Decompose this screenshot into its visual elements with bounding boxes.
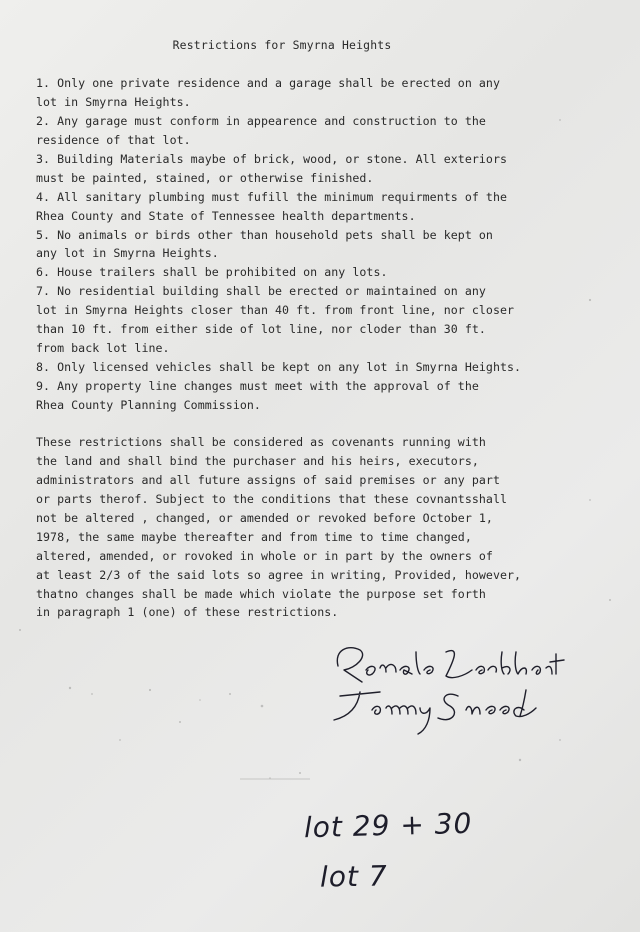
signatures: [320, 630, 580, 750]
covenant-paragraph: [36, 433, 596, 622]
covenant-line: at least 2/3 of the said lots so agree in writing, Provided, however,: [36, 567, 522, 582]
handwritten-note-lot-7: lot 7: [319, 859, 388, 894]
restriction-line: 7. No residential building shall be erected or maintained on any: [36, 284, 486, 299]
handwritten-note-lot-29-30: lot 29 + 30: [303, 806, 473, 845]
covenant-line: not be altered , changed, or amended or revoked before October 1,: [36, 510, 493, 525]
restriction-line: residence of that lot.: [36, 132, 191, 147]
restrictions-list: [36, 74, 596, 415]
document-title: Restrictions for Smyrna Heights: [172, 38, 392, 52]
restriction-line: than 10 ft. from either side of lot line, nor cloder than 30 ft.: [36, 322, 486, 337]
restriction-line: 4. All sanitary plumbing must fufill the minimum requirments of the: [36, 189, 508, 204]
restriction-line: 1. Only one private residence and a garage shall be erected on any: [36, 76, 500, 90]
covenant-line: administrators and all future assigns of said premises or any part: [36, 472, 500, 487]
signature-ronald-lockhart: [337, 648, 564, 682]
restriction-line: lot in Smyrna Heights closer than 40 ft. from front line, nor closer: [36, 303, 515, 318]
restriction-line: Rhea County Planning Commission.: [36, 397, 261, 412]
restriction-line: 6. House trailers shall be prohibited on any lots.: [36, 265, 388, 280]
restriction-line: any lot in Smyrna Heights.: [36, 246, 219, 261]
covenant-line: thatno changes shall be made which violate the purpose set forth: [36, 586, 486, 601]
covenant-line: the land and shall bind the purchaser and his heirs, executors,: [36, 453, 479, 468]
restriction-line: lot in Smyrna Heights.: [36, 94, 191, 109]
restriction-line: must be painted, stained, or otherwise finished.: [36, 170, 374, 185]
covenant-line: These restrictions shall be considered as covenants running with: [36, 435, 486, 449]
restriction-line: 5. No animals or birds other than household pets shall be kept on: [36, 227, 493, 242]
covenant-line: 1978, the same maybe thereafter and from time to time changed,: [36, 529, 472, 544]
signature-tommy-sneed: [334, 690, 536, 734]
restriction-line: from back lot line.: [36, 341, 170, 356]
covenant-line: or parts therof. Subject to the conditions that these covnantsshall: [36, 491, 508, 506]
covenant-line: altered, amended, or rovoked in whole or in part by the owners of: [36, 548, 493, 563]
restriction-line: Rhea County and State of Tennessee health departments.: [36, 208, 416, 223]
covenant-line: in paragraph 1 (one) of these restrictions.: [36, 605, 339, 620]
restriction-line: 9. Any property line changes must meet with the approval of the: [36, 379, 479, 393]
handwritten-notes: [300, 805, 520, 905]
restriction-line: 2. Any garage must conform in appearence and construction to the: [36, 113, 486, 128]
restriction-line: 3. Building Materials maybe of brick, wood, or stone. All exteriors: [36, 151, 508, 166]
restriction-line: 8. Only licensed vehicles shall be kept on any lot in Smyrna Heights.: [36, 360, 522, 375]
